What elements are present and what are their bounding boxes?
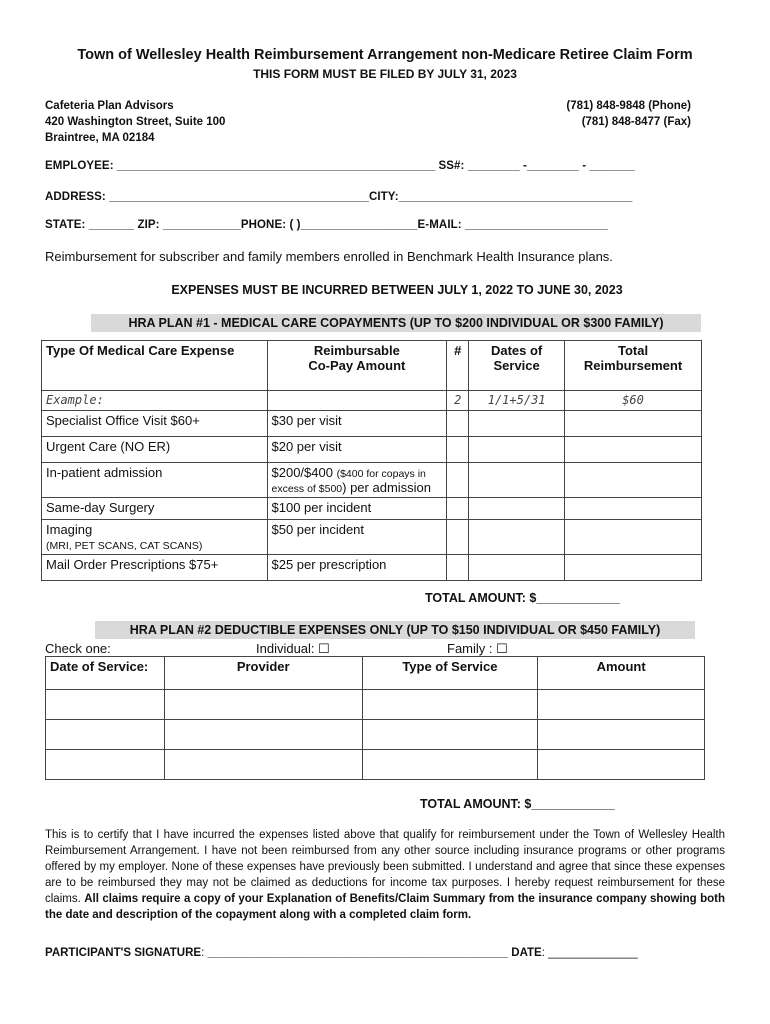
example-row bbox=[42, 391, 702, 411]
administrator-fax: (781) 848-8477 (Fax) bbox=[581, 116, 691, 128]
date-cell[interactable] bbox=[46, 690, 165, 720]
row-expense-type: Mail Order Prescriptions $75+ bbox=[42, 555, 268, 581]
col-count: # bbox=[447, 341, 469, 391]
row-total-cell[interactable] bbox=[565, 437, 702, 463]
address-city-line[interactable]: ADDRESS: ________________________________________CITY:____________________________________ bbox=[45, 191, 633, 203]
employee-ssn-line[interactable]: EMPLOYEE: _________________________________________________ SS#: ________ -________ - _______ bbox=[45, 160, 635, 172]
certification-statement: This is to certify that I have incurred the expenses listed above that qualify for reimbursement under the Town of Wellesley Health Reimbursement Arrangement. I have not been reimbursed from any other source including insurance programs or other programs offered by my employer. None of these expenses have previously been submitted. I understand and agree that since these expenses are to be reimbursed they may not be claimed as deductions for income tax purposes. I hereby request reimbursement for these claims. All claims require a copy of your Explanation of Benefits/Claim Summary from the insurance company showing both the date and description of the copayment along with a completed claim form. bbox=[45, 829, 725, 921]
expense-period: EXPENSES MUST BE INCURRED BETWEEN JULY 1, 2022 TO JUNE 30, 2023 bbox=[171, 283, 623, 297]
amount-cell[interactable] bbox=[538, 690, 705, 720]
administrator-contact bbox=[566, 98, 691, 130]
table-row bbox=[42, 411, 702, 437]
provider-cell[interactable] bbox=[164, 750, 362, 780]
plan1-header-row bbox=[42, 341, 702, 391]
administrator-city: Braintree, MA 02184 bbox=[45, 132, 155, 144]
row-count-cell[interactable] bbox=[447, 498, 469, 520]
col-copay: Reimbursable Co-Pay Amount bbox=[267, 341, 447, 391]
row-dates-cell[interactable] bbox=[469, 498, 565, 520]
row-dates-cell[interactable] bbox=[469, 520, 565, 555]
row-copay: $200/$400 ($400 for copays in excess of $500) per admission bbox=[267, 463, 447, 498]
amount-cell[interactable] bbox=[538, 720, 705, 750]
row-expense-type: Imaging (MRI, PET SCANS, CAT SCANS) bbox=[42, 520, 268, 555]
col-dates: Dates of Service bbox=[469, 341, 565, 391]
row-copay: $30 per visit bbox=[267, 411, 447, 437]
table-row bbox=[46, 690, 705, 720]
administrator-address bbox=[45, 98, 225, 146]
row-expense-type: Same-day Surgery bbox=[42, 498, 268, 520]
row-dates-cell[interactable] bbox=[469, 463, 565, 498]
plan2-table bbox=[45, 656, 705, 780]
plan1-table bbox=[41, 340, 702, 581]
row-count-cell[interactable] bbox=[447, 520, 469, 555]
service-type-cell[interactable] bbox=[362, 720, 538, 750]
col-expense-type: Type Of Medical Care Expense bbox=[42, 341, 268, 391]
family-option[interactable]: Family : ☐ bbox=[447, 641, 508, 656]
date-cell[interactable] bbox=[46, 750, 165, 780]
col-date-of-service: Date of Service: bbox=[46, 657, 165, 690]
row-total-cell[interactable] bbox=[565, 520, 702, 555]
col-service-type: Type of Service bbox=[362, 657, 538, 690]
row-total-cell[interactable] bbox=[565, 555, 702, 581]
certification-requirement: All claims require a copy of your Explanation of Benefits/Claim Summary from the insurance company showing both the date and description of the copayment along with a completed claim form. bbox=[45, 893, 725, 921]
plan1-total-amount[interactable]: TOTAL AMOUNT: $____________ bbox=[425, 591, 620, 605]
example-label: Example: bbox=[42, 391, 268, 411]
plan2-total-amount[interactable]: TOTAL AMOUNT: $____________ bbox=[420, 797, 615, 811]
example-copay bbox=[267, 391, 447, 411]
row-count-cell[interactable] bbox=[447, 555, 469, 581]
col-total: Total Reimbursement bbox=[565, 341, 702, 391]
filing-deadline: THIS FORM MUST BE FILED BY JULY 31, 2023 bbox=[253, 67, 517, 81]
eligibility-note: Reimbursement for subscriber and family members enrolled in Benchmark Health Insurance plans. bbox=[45, 249, 613, 264]
check-one-label: Check one: bbox=[45, 641, 111, 656]
row-total-cell[interactable] bbox=[565, 463, 702, 498]
form-title: Town of Wellesley Health Reimbursement Arrangement non-Medicare Retiree Claim Form bbox=[77, 47, 693, 63]
amount-cell[interactable] bbox=[538, 750, 705, 780]
row-expense-type: Urgent Care (NO ER) bbox=[42, 437, 268, 463]
table-row bbox=[46, 720, 705, 750]
col-amount: Amount bbox=[538, 657, 705, 690]
col-provider: Provider bbox=[164, 657, 362, 690]
date-cell[interactable] bbox=[46, 720, 165, 750]
row-count-cell[interactable] bbox=[447, 437, 469, 463]
table-row bbox=[42, 520, 702, 555]
plan1-heading: HRA PLAN #1 - MEDICAL CARE COPAYMENTS (UP TO $200 INDIVIDUAL OR $300 FAMILY) bbox=[91, 314, 701, 332]
row-copay: $50 per incident bbox=[267, 520, 447, 555]
table-row bbox=[42, 463, 702, 498]
row-dates-cell[interactable] bbox=[469, 437, 565, 463]
service-type-cell[interactable] bbox=[362, 750, 538, 780]
row-copay: $25 per prescription bbox=[267, 555, 447, 581]
administrator-phone: (781) 848-9848 (Phone) bbox=[566, 100, 691, 112]
provider-cell[interactable] bbox=[164, 690, 362, 720]
table-row bbox=[42, 498, 702, 520]
row-copay: $100 per incident bbox=[267, 498, 447, 520]
example-count: 2 bbox=[447, 391, 469, 411]
row-total-cell[interactable] bbox=[565, 498, 702, 520]
individual-checkbox-icon[interactable]: ☐ bbox=[318, 641, 330, 656]
administrator-name: Cafeteria Plan Advisors bbox=[45, 100, 174, 112]
family-checkbox-icon[interactable]: ☐ bbox=[496, 641, 508, 656]
state-zip-phone-email-line[interactable]: STATE: _______ ZIP: ____________PHONE: ( )__________________E-MAIL: ______________________ bbox=[45, 219, 608, 231]
table-row bbox=[42, 555, 702, 581]
row-count-cell[interactable] bbox=[447, 411, 469, 437]
individual-option[interactable]: Individual: ☐ bbox=[256, 641, 330, 656]
provider-cell[interactable] bbox=[164, 720, 362, 750]
row-count-cell[interactable] bbox=[447, 463, 469, 498]
service-type-cell[interactable] bbox=[362, 690, 538, 720]
example-total: $60 bbox=[565, 391, 702, 411]
row-total-cell[interactable] bbox=[565, 411, 702, 437]
signature-line[interactable]: PARTICIPANT'S SIGNATURE: _______________________________________________ DATE: ______________ bbox=[45, 947, 638, 959]
row-dates-cell[interactable] bbox=[469, 555, 565, 581]
row-expense-type: Specialist Office Visit $60+ bbox=[42, 411, 268, 437]
table-row bbox=[46, 750, 705, 780]
example-dates: 1/1+5/31 bbox=[469, 391, 565, 411]
row-copay: $20 per visit bbox=[267, 437, 447, 463]
row-dates-cell[interactable] bbox=[469, 411, 565, 437]
plan2-heading: HRA PLAN #2 DEDUCTIBLE EXPENSES ONLY (UP TO $150 INDIVIDUAL OR $450 FAMILY) bbox=[95, 621, 695, 639]
plan2-header-row bbox=[46, 657, 705, 690]
administrator-street: 420 Washington Street, Suite 100 bbox=[45, 116, 226, 128]
table-row bbox=[42, 437, 702, 463]
row-expense-type: In-patient admission bbox=[42, 463, 268, 498]
